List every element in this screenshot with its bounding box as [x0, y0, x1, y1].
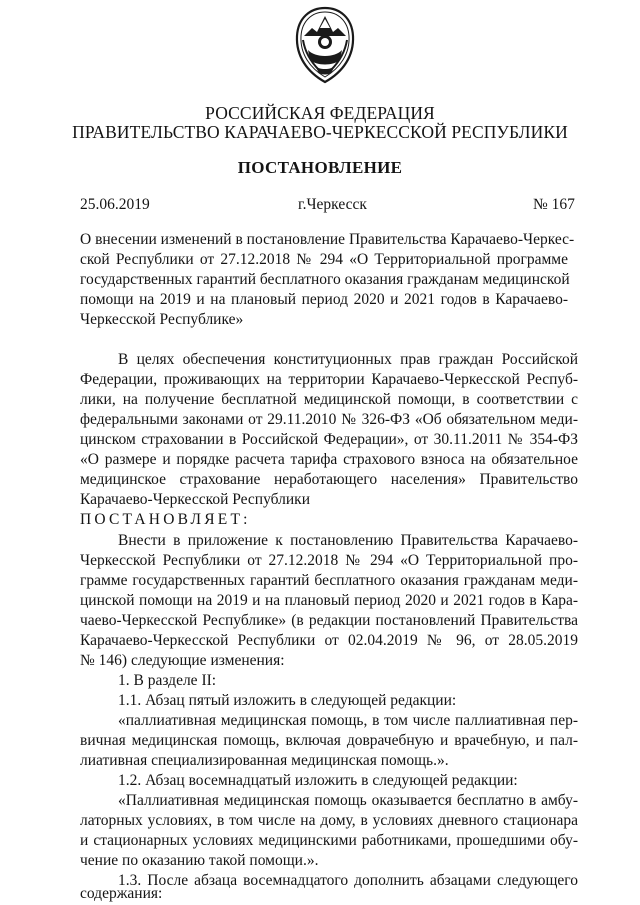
- body-line: содержания:: [80, 885, 163, 902]
- document-type: ПОСТАНОВЛЕНИЕ: [237, 158, 403, 177]
- body-line: цинской помощи на 2019 и на плановый период 2020 и 2021 годов в Кара-: [80, 592, 578, 609]
- document-city: г.Черкесск: [298, 196, 367, 213]
- body-line: вичная медицинская помощь, включая доврачебную и врачебную, и пал-: [80, 732, 578, 749]
- title-line: О внесении изменений в постановление Правительства Карачаево-Черкес-: [80, 231, 575, 248]
- document-date: 25.06.2019: [80, 196, 150, 213]
- title-line: государственных гарантий бесплатного оказания гражданам медицинской: [80, 271, 570, 288]
- decree-word: ПОСТАНОВЛЯЕТ:: [80, 511, 251, 528]
- body-line: лиативная специализированная медицинская помощь.».: [80, 752, 449, 769]
- body-line: № 146) следующие изменения:: [80, 652, 285, 669]
- title-line: помощи на 2019 и на плановый период 2020 и 2021 годов в Карачаево-: [80, 291, 568, 308]
- body-line: 1. В разделе II:: [118, 672, 217, 689]
- preamble-line: «О размере и порядке расчета тарифа страхового взноса на обязательное: [80, 451, 578, 468]
- preamble-line: В целях обеспечения конституционных прав граждан Российской: [118, 351, 578, 368]
- coat-of-arms-emblem: [293, 6, 357, 84]
- preamble-line: Федерации, проживающих на территории Карачаево-Черкесской Респуб-: [80, 371, 578, 388]
- preamble-line: цинском страховании в Российской Федерации», от 30.11.2011 № 354-ФЗ: [80, 431, 578, 448]
- preamble-line: Карачаево-Черкесской Республики: [80, 491, 310, 508]
- preamble-line: федеральными законами от 29.11.2010 № 326-ФЗ «Об обязательном меди-: [80, 411, 578, 428]
- body-line: грамме государственных гарантий бесплатного оказания гражданам меди-: [80, 572, 578, 589]
- body-line: «Паллиативная медицинская помощь оказывается бесплатно в амбу-: [118, 792, 578, 809]
- body-line: «паллиативная медицинская помощь, в том числе паллиативная пер-: [118, 712, 578, 729]
- title-line: ской Республики от 27.12.2018 № 294 «О Территориальной программе: [80, 251, 568, 268]
- header-government: ПРАВИТЕЛЬСТВО КАРАЧАЕВО-ЧЕРКЕССКОЙ РЕСПУБЛИКИ: [72, 122, 568, 142]
- document-number: № 167: [533, 196, 575, 213]
- body-line: чение по оказанию такой помощи.».: [80, 852, 319, 869]
- body-line: Карачаево-Черкесской Республики от 02.04.2019 № 96, от 28.05.2019: [80, 632, 578, 649]
- body-line: 1.3. После абзаца восемнадцатого дополнить абзацами следующего: [118, 872, 578, 889]
- body-line: 1.1. Абзац пятый изложить в следующей редакции:: [118, 692, 457, 709]
- body-line: Черкесской Республики от 27.12.2018 № 294 «О Территориальной про-: [80, 552, 578, 569]
- preamble-line: лики, на получение бесплатной медицинской помощи, в соответствии с: [80, 391, 578, 408]
- header-country: РОССИЙСКАЯ ФЕДЕРАЦИЯ: [205, 103, 435, 123]
- body-line: 1.2. Абзац восемнадцатый изложить в следующей редакции:: [118, 772, 518, 789]
- body-line: и стационарных условиях медицинскими работниками, прошедшими обу-: [80, 832, 578, 849]
- title-line: Черкесской Республике»: [80, 311, 244, 328]
- body-line: латорных условиях, в том числе на дому, в условиях дневного стационара: [80, 812, 578, 829]
- body-line: чаево-Черкесской Республике» (в редакции постановлений Правительства: [80, 612, 578, 629]
- preamble-line: медицинское страхование неработающего населения» Правительство: [80, 471, 578, 488]
- body-line: Внести в приложение к постановлению Правительства Карачаево-: [118, 532, 578, 549]
